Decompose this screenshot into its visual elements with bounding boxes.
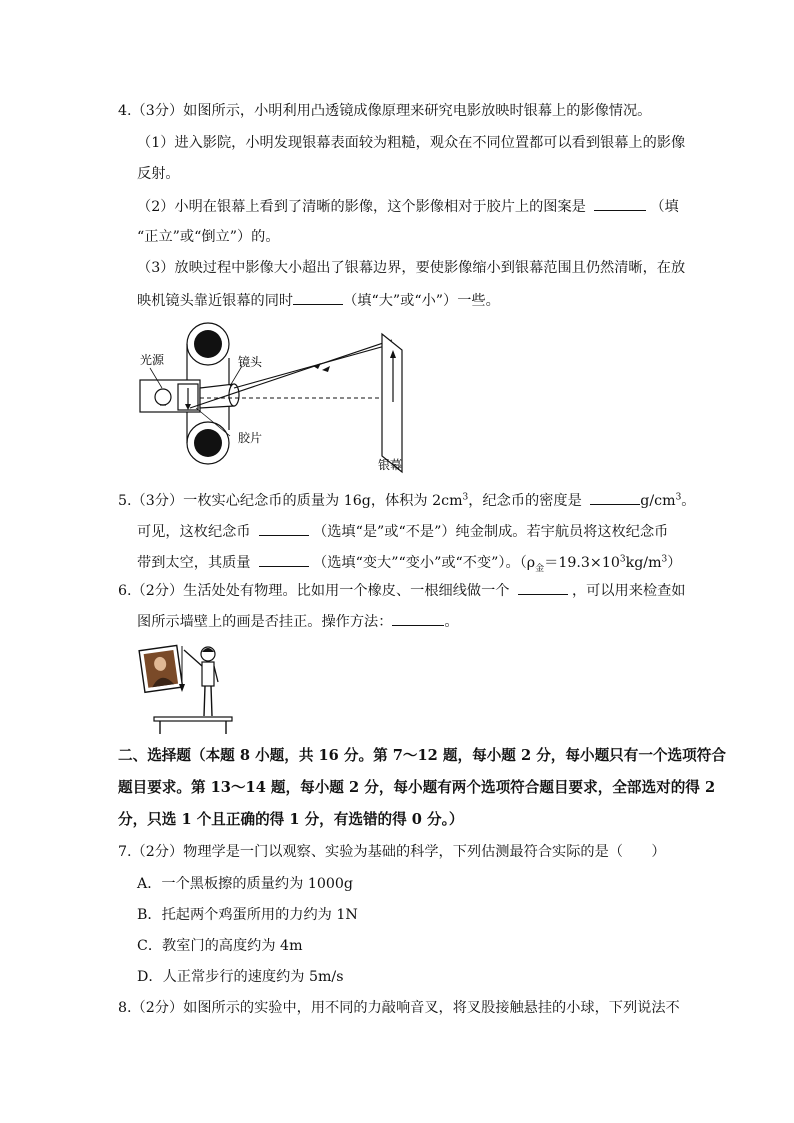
q4-part3-text: 映机镜头靠近银幕的同时 (137, 293, 294, 309)
q5-sup-3: 3 (661, 554, 668, 565)
light-bulb-icon (155, 389, 171, 405)
q8-stem: 8.（2分）如图所示的实验中，用不同的力敲响音叉，将叉股接触悬挂的小球，下列说法不 (118, 1000, 680, 1016)
q4-stem: 4.（3分）如图所示，小明利用凸透镜成像原理来研究电影放映时银幕上的影像情况。 (118, 103, 652, 119)
label-film: 胶片 (238, 431, 263, 445)
q6-line2 (137, 611, 459, 632)
q4-part1-line2: 反射。 (137, 166, 180, 182)
top-reel-inner (194, 330, 222, 358)
q6-text-2: ，可以用来检查如 (571, 583, 686, 599)
q5-line1 (118, 490, 696, 511)
q4-part3-end: （填“大”或“小”）一些。 (343, 293, 500, 309)
q5-text-6: （选填“变大”“变小”或“不变”）。（ρ (313, 555, 536, 571)
q5-blank-1[interactable] (590, 490, 640, 505)
label-light-source: 光源 (140, 353, 165, 367)
q5-text-9: ） (667, 555, 682, 571)
q4-part2-line2: “正立”或“倒立”）的。 (137, 229, 280, 245)
q5-text-3: 可见，这枚纪念币 (137, 524, 251, 540)
q6-blank-2[interactable] (392, 611, 444, 626)
q7-option-d[interactable]: D．人正常步行的速度约为 5m/s (137, 969, 344, 985)
q5-sup-2: 3 (619, 554, 626, 565)
q4-part3-line1: （3）放映过程中影像大小超出了银幕边界，要使影像缩小到银幕范围且仍然清晰，在放 (137, 260, 686, 276)
q4-blank-3[interactable] (293, 290, 343, 305)
q5-text-7: ＝19.3×10 (544, 555, 620, 571)
q5-unit-sup: 3 (675, 492, 682, 503)
q7-option-a[interactable]: A．一个黑板擦的质量约为 1000g (137, 876, 354, 892)
q6-blank-1[interactable] (518, 580, 568, 595)
q5-text-4: （选填“是”或“不是”）纯金制成。若宇航员将这枚纪念币 (313, 524, 669, 540)
q5-text-8: kg/m (625, 555, 662, 571)
q5-unit: g/cm (640, 493, 676, 509)
q4-part2-line1 (137, 196, 679, 217)
q4-part1-line1: （1）进入影院，小明发现银幕表面较为粗糙，观众在不同位置都可以看到银幕上的影像 (137, 135, 686, 151)
q5-blank-3[interactable] (259, 552, 309, 567)
q5-blank-2[interactable] (259, 521, 309, 536)
q4-part2-end: （填 (650, 199, 679, 215)
q5-line3 (137, 552, 681, 573)
section2-line1: 二、选择题（本题 8 小题，共 16 分。第 7～12 题，每小题 2 分，每小题只有一个选项符合 (118, 747, 726, 764)
q7-option-b[interactable]: B．托起两个鸡蛋所用的力约为 1N (137, 907, 358, 923)
q6-text-1: 6.（2分）生活处处有物理。比如用一个橡皮、一根细线做一个 (118, 583, 510, 599)
q7-stem: 7.（2分）物理学是一门以观察、实验为基础的科学，下列估测最符合实际的是（ ） (118, 844, 666, 860)
q7-option-c[interactable]: C．教室门的高度约为 4m (137, 938, 303, 954)
q6-text-3: 图所示墙壁上的画是否挂正。操作方法： (137, 614, 393, 630)
q5-end-1: 。 (681, 493, 696, 509)
q5-text-1: 5.（3分）一枚实心纪念币的质量为 16g，体积为 2cm (118, 493, 463, 509)
q5-sup-1: 3 (462, 492, 469, 503)
section2-line3: 分，只选 1 个且正确的得 1 分，有选错的得 0 分。） (118, 811, 464, 828)
label-screen: 银幕 (378, 458, 403, 472)
q4-part2-text: （2）小明在银幕上看到了清晰的影像，这个影像相对于胶片上的图案是 (137, 199, 586, 215)
q6-text-4: 。 (444, 614, 459, 630)
q4-blank-2[interactable] (594, 196, 646, 211)
projector-figure (130, 322, 430, 474)
q6-line1 (118, 580, 685, 601)
section2-line2: 题目要求。第 13～14 题，每小题 2 分，每小题有两个选项符合题目要求，全部选对的得 2 (118, 779, 716, 796)
label-lens: 镜头 (238, 355, 263, 369)
q5-sub: 金 (535, 563, 545, 574)
q4-part3-line2 (137, 290, 500, 311)
picture-hanging-figure (138, 640, 238, 736)
q5-text-5: 带到太空，其质量 (137, 555, 251, 571)
table (154, 717, 232, 721)
bottom-reel-inner (194, 429, 222, 457)
q5-text-2: ，纪念币的密度是 (468, 493, 582, 509)
person-body (202, 662, 214, 686)
q5-line2 (137, 521, 668, 542)
